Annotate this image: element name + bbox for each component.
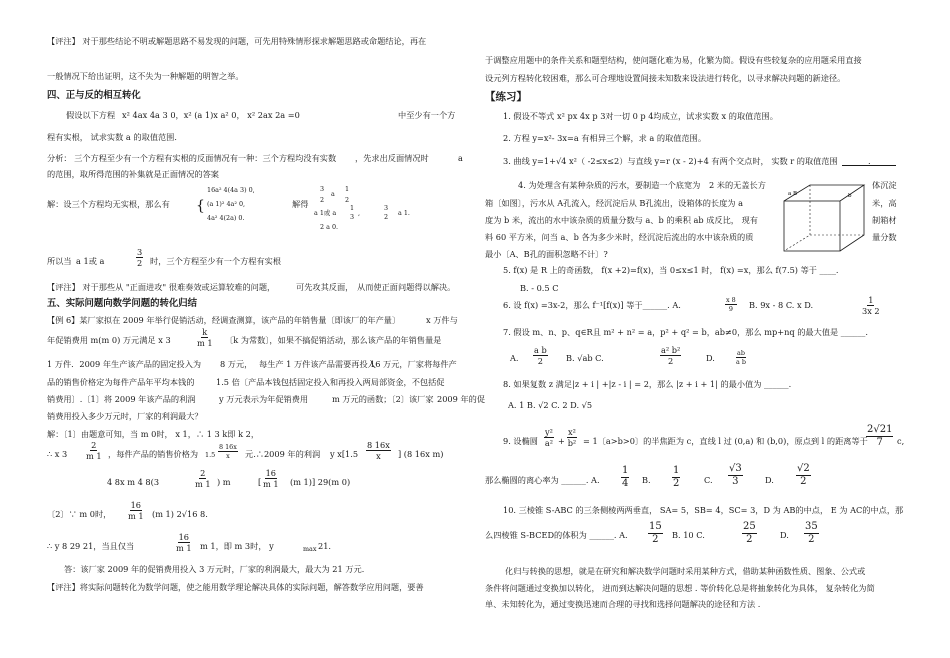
- comment-2b: 可先攻其反面，: [296, 282, 354, 292]
- question-10-opt-a: $\frac{15}{2}$: [649, 521, 662, 545]
- solution-step-5d: 21.: [318, 541, 332, 551]
- solution-step-2-frac3: $\frac{8 16x}{x}$: [367, 440, 390, 462]
- solution-step-3b: ) m: [217, 477, 231, 487]
- example6-line-2b: 〔k 为常数〕，如果不搞促销活动，那么该产品的年销售量是: [225, 335, 442, 345]
- question-7-d: D.: [706, 353, 715, 363]
- analysis-line-1: 分析： 三个方程至少有一个方程有实根的反面情况有一种：三个方程均没有实数: [47, 153, 337, 163]
- result-10: 3: [384, 204, 389, 212]
- example6-line-4b: 1.5 倍〔产品本钱包括固定投入和再投入两局部资金，不包括促: [216, 377, 445, 387]
- solution-step-2d: 元.∴2009 年的利润: [245, 449, 321, 459]
- result-11: 2: [384, 213, 389, 221]
- solution-step-3c: [: [258, 477, 262, 487]
- question-4-line-3b: 制箱材: [872, 215, 897, 225]
- question-4-line-1: 4. 为处理含有某种杂质的污水，要制造一个底宽为: [518, 180, 701, 190]
- example6-fraction: $\frac{k}{m 1}$: [197, 327, 213, 349]
- system-line-2: (a 1)² 4a² 0,: [207, 200, 246, 208]
- question-3: 3. 曲线 y=1+√4 x²（ -2≤x≤2）与直线 y=r (x - 2)+4 有两个交点时， 实数 r 的取值范围: [503, 156, 838, 166]
- question-9-d-label: D.: [765, 475, 774, 485]
- question-9-opt-d: $\frac{√2}{2}$: [797, 463, 810, 487]
- question-9-frac-x: $\frac{\text{x²}}{\text{b²}}$: [567, 427, 577, 449]
- solution-step-4b: (m 1) 2√16 8.: [152, 509, 208, 519]
- solution-step-3d: (m 1)] 29(m 0): [290, 477, 351, 487]
- question-9-opt-b: $\frac{1}{2}$: [673, 465, 680, 489]
- solution-step-5c: max: [303, 545, 317, 553]
- question-9-plus: +: [558, 436, 565, 446]
- question-7-b: B. √ab C.: [566, 353, 604, 363]
- question-4-line-2: 箱〔如图〕，污水从 A孔流入，经沉淀后从 B孔流出，设箱体的长度为 a: [485, 198, 743, 208]
- question-7-frac-a: $\frac{\text{a b}}{2}$: [534, 345, 547, 367]
- question-10-line-2: 么四棱锥 S-BCED的体积为 ______. A.: [485, 530, 628, 540]
- question-3-blank: .: [868, 156, 871, 166]
- solution-step-2-frac2: $\frac{8 16x}{x}$: [219, 443, 237, 461]
- example6-line-3d: 16 万元，厂家将每件产: [370, 359, 457, 369]
- question-6-frac-d: $\frac{1}{3x 2}$: [862, 295, 880, 317]
- question-9-line-2: 那么椭圆的离心率为 ______. A.: [485, 475, 600, 485]
- example6-line-5d: 2009 年的促: [437, 394, 486, 404]
- example-question: 程有实根， 试求实数 a 的取值范围．: [47, 132, 183, 142]
- analysis-line-2: 的范围，取所得范围的补集就是正面情况的答案: [47, 169, 219, 179]
- comment-2a: 【评注】 对于那些从 "正面进攻" 很难奏效或运算较难的问题，: [47, 282, 276, 292]
- result-3: a: [331, 190, 335, 198]
- closing-para-3: 单、未知转化为，通过变换迅速而合理的寻找和选择问题解决的途径和方法 .: [485, 599, 761, 609]
- solution-step-2b: ，每件产品的销售价格为: [108, 449, 199, 459]
- solution-step-2f: ] (8 16x m): [398, 449, 444, 459]
- right-para-1: 于调整应用题中的条件关系和题型结构，使问题化难为易，化繁为简。假设有些较复杂的应用题采用直接: [485, 55, 862, 65]
- question-4-line-3: 度为 b 米，流出的水中该杂质的质量分数与 a、b 的乘积 ab 成反比， 现有: [485, 215, 758, 225]
- question-5-options: B. - 0.5 C: [520, 283, 559, 293]
- question-10-opt-bc: B. 10 C.: [672, 530, 705, 540]
- solution-step-1: 解：〔1〕由题意可知，当 m 0时， x 1，∴ 1 3 k即 k 2，: [47, 429, 260, 439]
- example6-line-5: 销费用〕.〔1〕将 2009 年该产品的利润: [47, 394, 196, 404]
- box-side-face: [840, 185, 864, 251]
- question-4-line-4: 料 60 平方米，问当 a、b 各为多少米时，经沉淀后流出的水中该杂质的质: [485, 232, 754, 242]
- question-5: 5. f(x) 是 R 上的奇函数， f(x +2)=f(x)，当 0≤x≤1 时， f(x) =x，那么 f(7.5) 等于 ____.: [503, 265, 839, 275]
- example-intro: 假设以下方程: [66, 110, 116, 120]
- example6-line-3b: 8 万元，: [220, 359, 253, 369]
- solution-step-2: ∴ x 3: [47, 449, 68, 459]
- closing-para-2: 条件将问题通过变换加以转化， 进而到达解决问题的思想 . 等价转化总是将抽象转化为具体， 复杂转化为简: [485, 583, 875, 593]
- question-6: 6. 设 f(x) =3x-2，那么 f⁻¹[f(x)] 等于______. A.: [503, 300, 681, 310]
- question-9-frac-y: $\frac{\text{y²}}{\text{a²}}$: [544, 427, 554, 449]
- question-6-options: B. 9x - 8 C. x D.: [749, 300, 814, 310]
- question-10: 10. 三棱锥 S-ABC 的三条侧棱两两垂直， SA= 5，SB= 4，SC= 3，D 为 AB的中点， E 为 AC的中点，那: [503, 505, 904, 515]
- example6-line-5c: m 万元的函数；〔2〕该厂家: [332, 394, 434, 404]
- example6-line-5b: y 万元表示为年促销费用: [219, 394, 309, 404]
- result-13: 2 a 0.: [320, 223, 339, 231]
- question-4-line-1b: 2 米的无盖长方: [709, 180, 766, 190]
- question-7-a: A.: [510, 353, 519, 363]
- solution-step-2-frac: $\frac{2}{m 1}$: [86, 440, 102, 462]
- result-2: 2: [320, 196, 325, 204]
- conclusion-cond: a 1或 a: [76, 256, 105, 266]
- question-7-frac-d: $\frac{ab}{\text{a b}}$: [736, 349, 746, 367]
- result-1: 3: [320, 185, 325, 193]
- example6-line-1b: x 万件与: [426, 315, 458, 325]
- question-10-opt-d: $\frac{35}{2}$: [805, 521, 818, 545]
- question-9-c-label: C.: [704, 475, 713, 485]
- solution-step-3: 4 8x m 4 8(3: [107, 477, 160, 487]
- conclusion-text: 时，三个方程至少有一个方程有实根: [150, 256, 282, 266]
- question-9-body: = 1〔a>b>0〕的半焦距为 c，直线 l 过 (0,a) 和 (b,0)，原点到 l 的距离等于: [583, 436, 868, 446]
- question-7: 7. 假设 m、n、p、q∈R且 m² + n² = a，p² + q² = b，ab≠0，那么 mp+nq 的最大值是 ______.: [503, 327, 868, 337]
- solution-step-5b: m 1，即 m 3时， y: [200, 541, 274, 551]
- question-9-opt-a: $\frac{1}{4}$: [622, 465, 629, 489]
- question-10-d-label: D.: [780, 530, 789, 540]
- question-8: 8. 如果复数 z 满足|z + i | +|z - i | = 2，那么 |z + i + 1| 的最小值为 ______.: [503, 379, 792, 389]
- question-6-frac-a: $\frac{x 8}{9}$: [726, 296, 736, 314]
- question-4-line-2b: 米，高: [872, 198, 897, 208]
- solution-step-3-frac: $\frac{2}{m 1}$: [195, 468, 211, 490]
- example6-line-1: 【例 6】某厂家拟在 2009 年举行促销活动，经调查测算，该产品的年销售量〔即该厂的年产量〕: [47, 315, 401, 325]
- solution-step-5-frac: $\frac{16}{m 1}$: [176, 532, 192, 554]
- example6-line-3c: 每生产 1 万件该产品需要再投入: [259, 359, 376, 369]
- question-1: 1. 假设不等式 x² px 4x p 3对一切 0 p 4均成立，试求实数 x 的取值范围。: [503, 111, 778, 121]
- answer-line: 答：该厂家 2009 年的促销费用投入 3 万元时，厂家的利润最大，最大为 21 万元．: [64, 564, 370, 574]
- box-label-ab: a B: [788, 191, 798, 197]
- example6-line-2: 年促销费用 m(m 0) 万元满足 x 3: [47, 335, 171, 345]
- question-9-b-label: B.: [642, 475, 651, 485]
- example6-line-6: 销费用投入多少万元时，厂家的利润最大？: [47, 411, 203, 421]
- example6-line-4: 品的销售价格定为每件产品年平均本钱的: [47, 377, 195, 387]
- question-4-line-5: 最小〔A、B孔的面积忽略不计〕?: [485, 249, 608, 259]
- result-8: 3: [350, 213, 355, 221]
- question-4-line-1c: 体沉淀: [872, 180, 897, 190]
- question-9-opt-c: $\frac{√3}{3}$: [729, 463, 742, 487]
- solution-label: 解：设三个方程均无实根，那么有: [47, 199, 170, 209]
- question-9-c: c,: [897, 436, 905, 446]
- result-6: a 1或 a: [314, 209, 337, 217]
- comment-2c: 从而使正面问题得以解决。: [357, 282, 456, 292]
- box-label-b: b: [848, 193, 852, 199]
- solution-step-2c: 1.5: [205, 451, 216, 459]
- question-4-line-4b: 量分数: [872, 232, 897, 242]
- analysis-var: a: [458, 153, 463, 163]
- comment-3: 【评注】将实际问题转化为数学问题，使之能用数学理论解决具体的实际问题，解答数学应用问题，要善: [47, 582, 424, 592]
- system-line-3: 4a² 4(2a) 0.: [207, 214, 245, 222]
- example6-line-3: 1 万件．2009 年生产该产品的固定投入为: [47, 359, 202, 369]
- closing-para-1: 化归与转换的思想，就是在研究和解决数学问题时采用某种方式，借助某种函数性质、图象、公式或: [505, 566, 866, 576]
- solution-step-2e: y x[1.5: [330, 449, 359, 459]
- conclusion-fraction: $\frac{3}{2}$: [137, 247, 143, 269]
- box-diagram: [782, 183, 868, 255]
- question-10-opt-c: $\frac{25}{2}$: [743, 521, 756, 545]
- exercise-heading: 【练习】: [485, 91, 527, 103]
- example-tail: 中至少有一个方: [398, 110, 456, 120]
- question-9-lead: 9. 设椭圆: [503, 436, 538, 446]
- solve-label: 解得: [292, 199, 309, 209]
- solution-step-5: ∴ y 8 29 21，当且仅当: [47, 541, 135, 551]
- result-7: 1: [350, 204, 355, 212]
- comment-para-2: 一般情况下给出证明，这不失为一种解题的明智之举。: [47, 71, 244, 81]
- question-8-options: A. 1 B. √2 C. 2 D. √5: [508, 400, 593, 410]
- solution-step-3-frac2: $\frac{16}{m 1}$: [263, 468, 279, 490]
- system-brace: {: [196, 198, 205, 214]
- analysis-line-1b: ，先求出反面情况时: [355, 153, 429, 163]
- solution-step-4: 〔2〕∵ m 0时，: [47, 509, 112, 519]
- system-line-1: 16a² 4(4a 3) 0,: [207, 186, 255, 194]
- result-9: ,: [358, 209, 361, 217]
- question-7-frac-c: $\frac{\text{a² b²}}{2}$: [661, 345, 681, 367]
- box-front-face: [784, 201, 840, 251]
- comment-para-1: 【评注】 对于那些结论不明或解题思路不易发现的问题，可先用特殊情形探求解题思路或命题结论，再在: [47, 36, 427, 46]
- result-5: 2: [345, 196, 350, 204]
- question-2: 2. 方程 y=x²- 3x=a 有相异三个解，求 a 的取值范围。: [503, 133, 707, 143]
- question-3-underline: [842, 165, 896, 166]
- solution-step-4-frac: $\frac{16}{m 1}$: [128, 500, 144, 522]
- conclusion-prefix: 所以当: [47, 256, 72, 266]
- result-12: a 1.: [398, 209, 410, 217]
- result-4: 1: [345, 185, 350, 193]
- question-9-frac-dist: $\frac{2√21}{7}$: [867, 424, 893, 448]
- section-heading-4: 四、正与反的相互转化: [47, 90, 141, 101]
- right-para-2: 设元列方程转化较困难，那么可合理地设置间接未知数来设法进行转化，以寻求解决问题的新途径。: [485, 73, 846, 83]
- example-equations: x² 4ax 4a 3 0，x² (a 1)x a² 0， x² 2ax 2a =0: [122, 110, 300, 120]
- section-heading-5: 五、实际问题向数学问题的转化归结: [47, 298, 198, 309]
